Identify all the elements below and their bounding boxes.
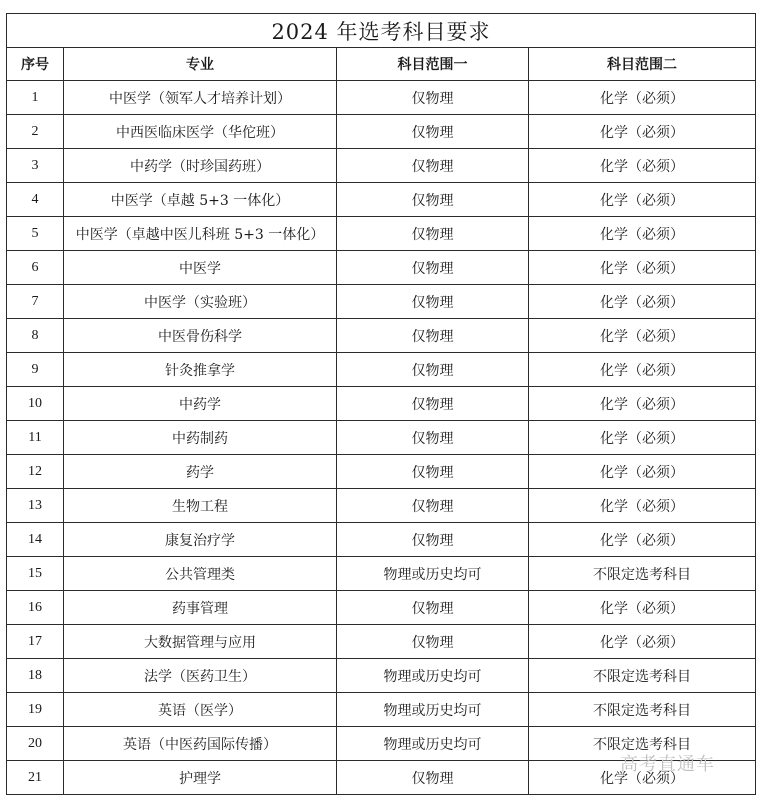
- cell-subject-range-2: 化学（必须）: [529, 455, 756, 489]
- cell-index: 16: [7, 591, 64, 625]
- cell-index: 17: [7, 625, 64, 659]
- table-row: [7, 183, 756, 217]
- table-row: [7, 115, 756, 149]
- cell-index: 13: [7, 489, 64, 523]
- table-row: [7, 489, 756, 523]
- table-row: [7, 625, 756, 659]
- cell-index: 6: [7, 251, 64, 285]
- cell-subject-range-2: 化学（必须）: [529, 183, 756, 217]
- table-row: [7, 455, 756, 489]
- cell-subject-range-2: 不限定选考科目: [529, 693, 756, 727]
- cell-subject-range-1: 仅物理: [337, 251, 529, 285]
- cell-major: 中医学（卓越中医儿科班 5+3 一体化）: [64, 217, 337, 251]
- table-row: [7, 353, 756, 387]
- cell-index: 15: [7, 557, 64, 591]
- cell-subject-range-1: 物理或历史均可: [337, 693, 529, 727]
- cell-subject-range-1: 仅物理: [337, 81, 529, 115]
- cell-index: 9: [7, 353, 64, 387]
- cell-index: 2: [7, 115, 64, 149]
- cell-subject-range-2: 化学（必须）: [529, 217, 756, 251]
- cell-major: 中医学: [64, 251, 337, 285]
- cell-subject-range-1: 仅物理: [337, 217, 529, 251]
- cell-subject-range-1: 仅物理: [337, 319, 529, 353]
- cell-index: 7: [7, 285, 64, 319]
- cell-major: 中西医临床医学（华佗班）: [64, 115, 337, 149]
- cell-index: 8: [7, 319, 64, 353]
- cell-index: 20: [7, 727, 64, 761]
- cell-subject-range-2: 化学（必须）: [529, 625, 756, 659]
- table-row: [7, 319, 756, 353]
- cell-major: 中医学（实验班）: [64, 285, 337, 319]
- cell-subject-range-1: 仅物理: [337, 625, 529, 659]
- cell-major: 中医骨伤科学: [64, 319, 337, 353]
- table-row: [7, 591, 756, 625]
- table-row: [7, 659, 756, 693]
- table-title: 2024 年选考科目要求: [7, 14, 756, 48]
- requirements-sheet: [6, 13, 755, 799]
- cell-major: 中医学（卓越 5+3 一体化）: [64, 183, 337, 217]
- cell-index: 3: [7, 149, 64, 183]
- cell-subject-range-1: 仅物理: [337, 353, 529, 387]
- cell-subject-range-2: 化学（必须）: [529, 489, 756, 523]
- cell-subject-range-1: 仅物理: [337, 387, 529, 421]
- cell-subject-range-1: 物理或历史均可: [337, 557, 529, 591]
- header-index: 序号: [7, 48, 64, 81]
- cell-subject-range-1: 仅物理: [337, 285, 529, 319]
- cell-subject-range-2: 不限定选考科目: [529, 727, 756, 761]
- header-row: [7, 48, 756, 81]
- cell-major: 中药学: [64, 387, 337, 421]
- table-row: [7, 523, 756, 557]
- cell-subject-range-1: 仅物理: [337, 523, 529, 557]
- header-major: 专业: [64, 48, 337, 81]
- cell-subject-range-2: 化学（必须）: [529, 421, 756, 455]
- cell-subject-range-2: 化学（必须）: [529, 353, 756, 387]
- table-row: [7, 387, 756, 421]
- watermark-text: 高考直通车: [620, 754, 715, 775]
- table-row: [7, 285, 756, 319]
- cell-major: 中药制药: [64, 421, 337, 455]
- cell-index: 21: [7, 761, 64, 795]
- cell-major: 公共管理类: [64, 557, 337, 591]
- cell-major: 生物工程: [64, 489, 337, 523]
- table-row: [7, 557, 756, 591]
- cell-major: 针灸推拿学: [64, 353, 337, 387]
- cell-subject-range-1: 仅物理: [337, 149, 529, 183]
- cell-subject-range-2: 化学（必须）: [529, 761, 756, 795]
- cell-subject-range-2: 不限定选考科目: [529, 557, 756, 591]
- table-row: [7, 727, 756, 761]
- cell-index: 12: [7, 455, 64, 489]
- cell-subject-range-2: 化学（必须）: [529, 115, 756, 149]
- cell-major: 中医学（领军人才培养计划）: [64, 81, 337, 115]
- cell-major: 康复治疗学: [64, 523, 337, 557]
- cell-subject-range-1: 仅物理: [337, 591, 529, 625]
- table-row: [7, 251, 756, 285]
- cell-index: 10: [7, 387, 64, 421]
- cell-major: 护理学: [64, 761, 337, 795]
- cell-index: 11: [7, 421, 64, 455]
- cell-major: 药事管理: [64, 591, 337, 625]
- table-row: [7, 421, 756, 455]
- cell-subject-range-2: 化学（必须）: [529, 251, 756, 285]
- cell-major: 大数据管理与应用: [64, 625, 337, 659]
- cell-subject-range-1: 仅物理: [337, 455, 529, 489]
- table-row: [7, 761, 756, 795]
- header-subject-range-1: 科目范围一: [337, 48, 529, 81]
- cell-subject-range-2: 化学（必须）: [529, 387, 756, 421]
- cell-subject-range-2: 不限定选考科目: [529, 659, 756, 693]
- cell-subject-range-1: 物理或历史均可: [337, 727, 529, 761]
- table-body: [7, 81, 756, 795]
- cell-subject-range-2: 化学（必须）: [529, 319, 756, 353]
- cell-subject-range-2: 化学（必须）: [529, 81, 756, 115]
- table-row: [7, 81, 756, 115]
- cell-major: 英语（医学）: [64, 693, 337, 727]
- cell-index: 19: [7, 693, 64, 727]
- cell-index: 4: [7, 183, 64, 217]
- cell-subject-range-2: 化学（必须）: [529, 523, 756, 557]
- cell-major: 药学: [64, 455, 337, 489]
- cell-index: 18: [7, 659, 64, 693]
- cell-index: 1: [7, 81, 64, 115]
- table-row: [7, 693, 756, 727]
- cell-subject-range-1: 仅物理: [337, 421, 529, 455]
- cell-index: 5: [7, 217, 64, 251]
- requirements-table: [6, 13, 756, 795]
- table-row: [7, 217, 756, 251]
- cell-subject-range-2: 化学（必须）: [529, 149, 756, 183]
- cell-subject-range-1: 物理或历史均可: [337, 659, 529, 693]
- cell-subject-range-2: 化学（必须）: [529, 591, 756, 625]
- table-row: [7, 149, 756, 183]
- header-subject-range-2: 科目范围二: [529, 48, 756, 81]
- cell-subject-range-1: 仅物理: [337, 489, 529, 523]
- cell-major: 法学（医药卫生）: [64, 659, 337, 693]
- cell-major: 中药学（时珍国药班）: [64, 149, 337, 183]
- cell-subject-range-1: 仅物理: [337, 183, 529, 217]
- cell-subject-range-1: 仅物理: [337, 761, 529, 795]
- cell-subject-range-2: 化学（必须）: [529, 285, 756, 319]
- cell-subject-range-1: 仅物理: [337, 115, 529, 149]
- cell-index: 14: [7, 523, 64, 557]
- cell-major: 英语（中医药国际传播）: [64, 727, 337, 761]
